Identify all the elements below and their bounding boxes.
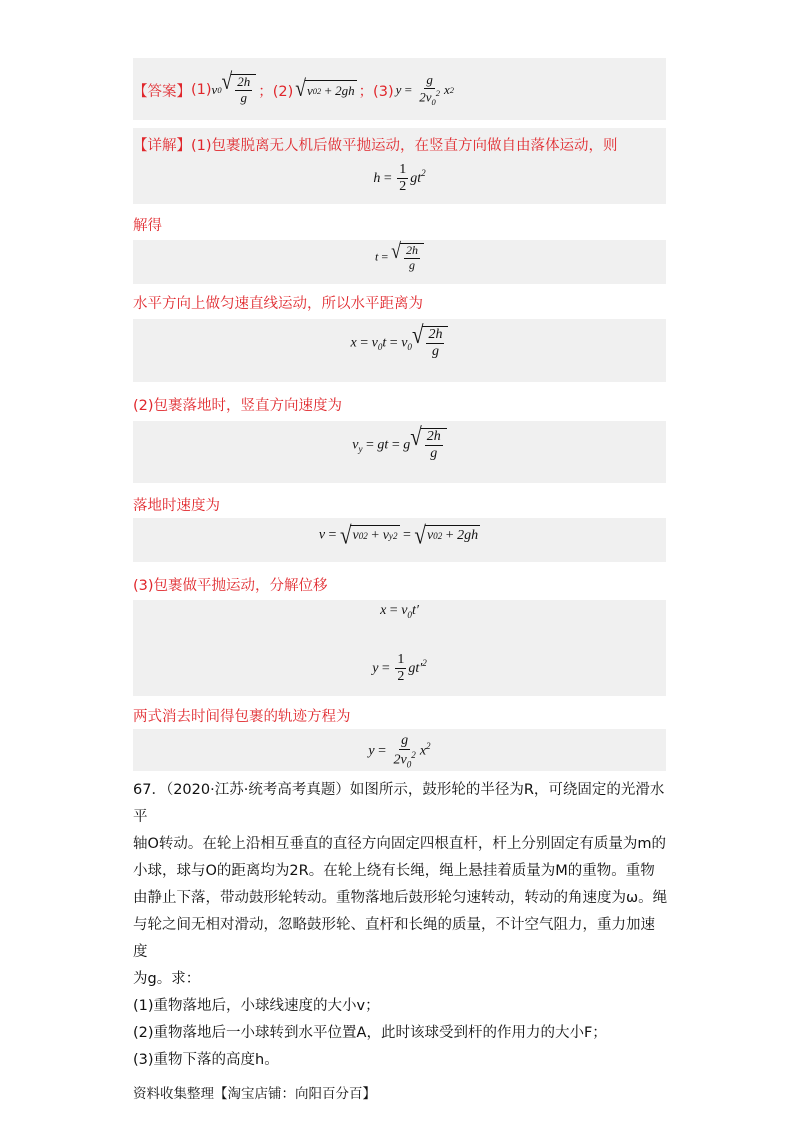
detail-intro-line: [133, 134, 618, 155]
answer-sep2: ；(3): [358, 83, 394, 100]
detail-intro: (1)包裹脱离无人机后做平抛运动，在竖直方向做自由落体运动，则: [191, 138, 618, 154]
detail-tag: 【详解】: [133, 138, 191, 154]
answer-part2-formula: √ v 0 2 + 2 gh: [295, 77, 355, 103]
detail-eliminate-label: 两式消去时间得包裹的轨迹方程为: [133, 709, 351, 725]
eq-v: v = √ v 0 2 + v y 2 = √ v 0 2 + 2gh: [318, 520, 479, 550]
question-source: （2020·江苏·统考高考真题）: [165, 782, 350, 798]
eq-trajectory: y = $\frac{g}{2v_0^2}$ $x^2$: [368, 733, 431, 770]
eq-t: t = √ $\frac{2h}{g}$: [133, 243, 666, 273]
eq-x: $x = v_0t = v_0$ √ $\frac{2h}{g}$: [133, 326, 666, 360]
eq-y-prime: y = $\frac{1}{2}$ $gt'^2$: [372, 652, 427, 685]
answer-tag: 【答案】: [133, 83, 191, 100]
question-line-2: 轴O转动。在轮上沿相互垂直的直径方向固定四根直杆，杆上分别固定有质量为m的: [133, 836, 667, 852]
question-line-1: [133, 777, 669, 831]
question-line-5: 与轮之间无相对滑动，忽略鼓形轮、直杆和长绳的质量，不计空气阻力，重力加速度: [133, 917, 655, 960]
eq-vy: $v_y$ = gt = g √ $\frac{2h}{g}$: [133, 428, 666, 462]
question-67: [133, 777, 669, 1074]
answer-part3-formula: y = $\frac{g}{2v_0^2}$ x 2: [395, 71, 454, 107]
question-line-6: 为g。求：: [133, 971, 201, 987]
answer-part1-label: (1): [191, 82, 212, 98]
answer-part1-formula: v 0 √ $\frac{2h}{g}$: [212, 74, 257, 106]
question-sub-1: (1)重物落地后，小球线速度的大小v；: [133, 998, 380, 1014]
question-sub-3: (3)重物下落的高度h。: [133, 1052, 279, 1068]
detail-decompose-label: (3)包裹做平抛运动，分解位移: [133, 578, 328, 594]
eq-x-prime: $x = v_0t'$: [380, 603, 419, 620]
question-text-1: 如图所示，鼓形轮的半径为R，可绕固定的光滑水平: [133, 782, 665, 825]
question-line-4: 由静止下落，带动鼓形轮转动。重物落地后鼓形轮匀速转动，转动的角速度为ω。绳: [133, 890, 668, 906]
detail-solve-label: 解得: [133, 218, 162, 234]
answer-sep1: ；(2): [258, 83, 294, 100]
question-sub-2: (2)重物落地后一小球转到水平位置A，此时该球受到杆的作用力的大小F；: [133, 1025, 607, 1041]
detail-v-label: 落地时速度为: [133, 498, 220, 514]
detail-horizontal-label: 水平方向上做匀速直线运动，所以水平距离为: [133, 296, 423, 312]
eq-h: h = $\frac{1}{2}$ $gt^2$: [373, 162, 426, 195]
answer-line: [133, 62, 454, 118]
question-number: 67．: [133, 782, 166, 798]
detail-vy-label: (2)包裹落地时，竖直方向速度为: [133, 398, 343, 414]
footer-note: 资料收集整理【淘宝店铺：向阳百分百】: [133, 1086, 376, 1102]
question-line-3: 小球，球与O的距离均为2R。在轮上绕有长绳，绳上悬挂着质量为M的重物。重物: [133, 863, 655, 879]
